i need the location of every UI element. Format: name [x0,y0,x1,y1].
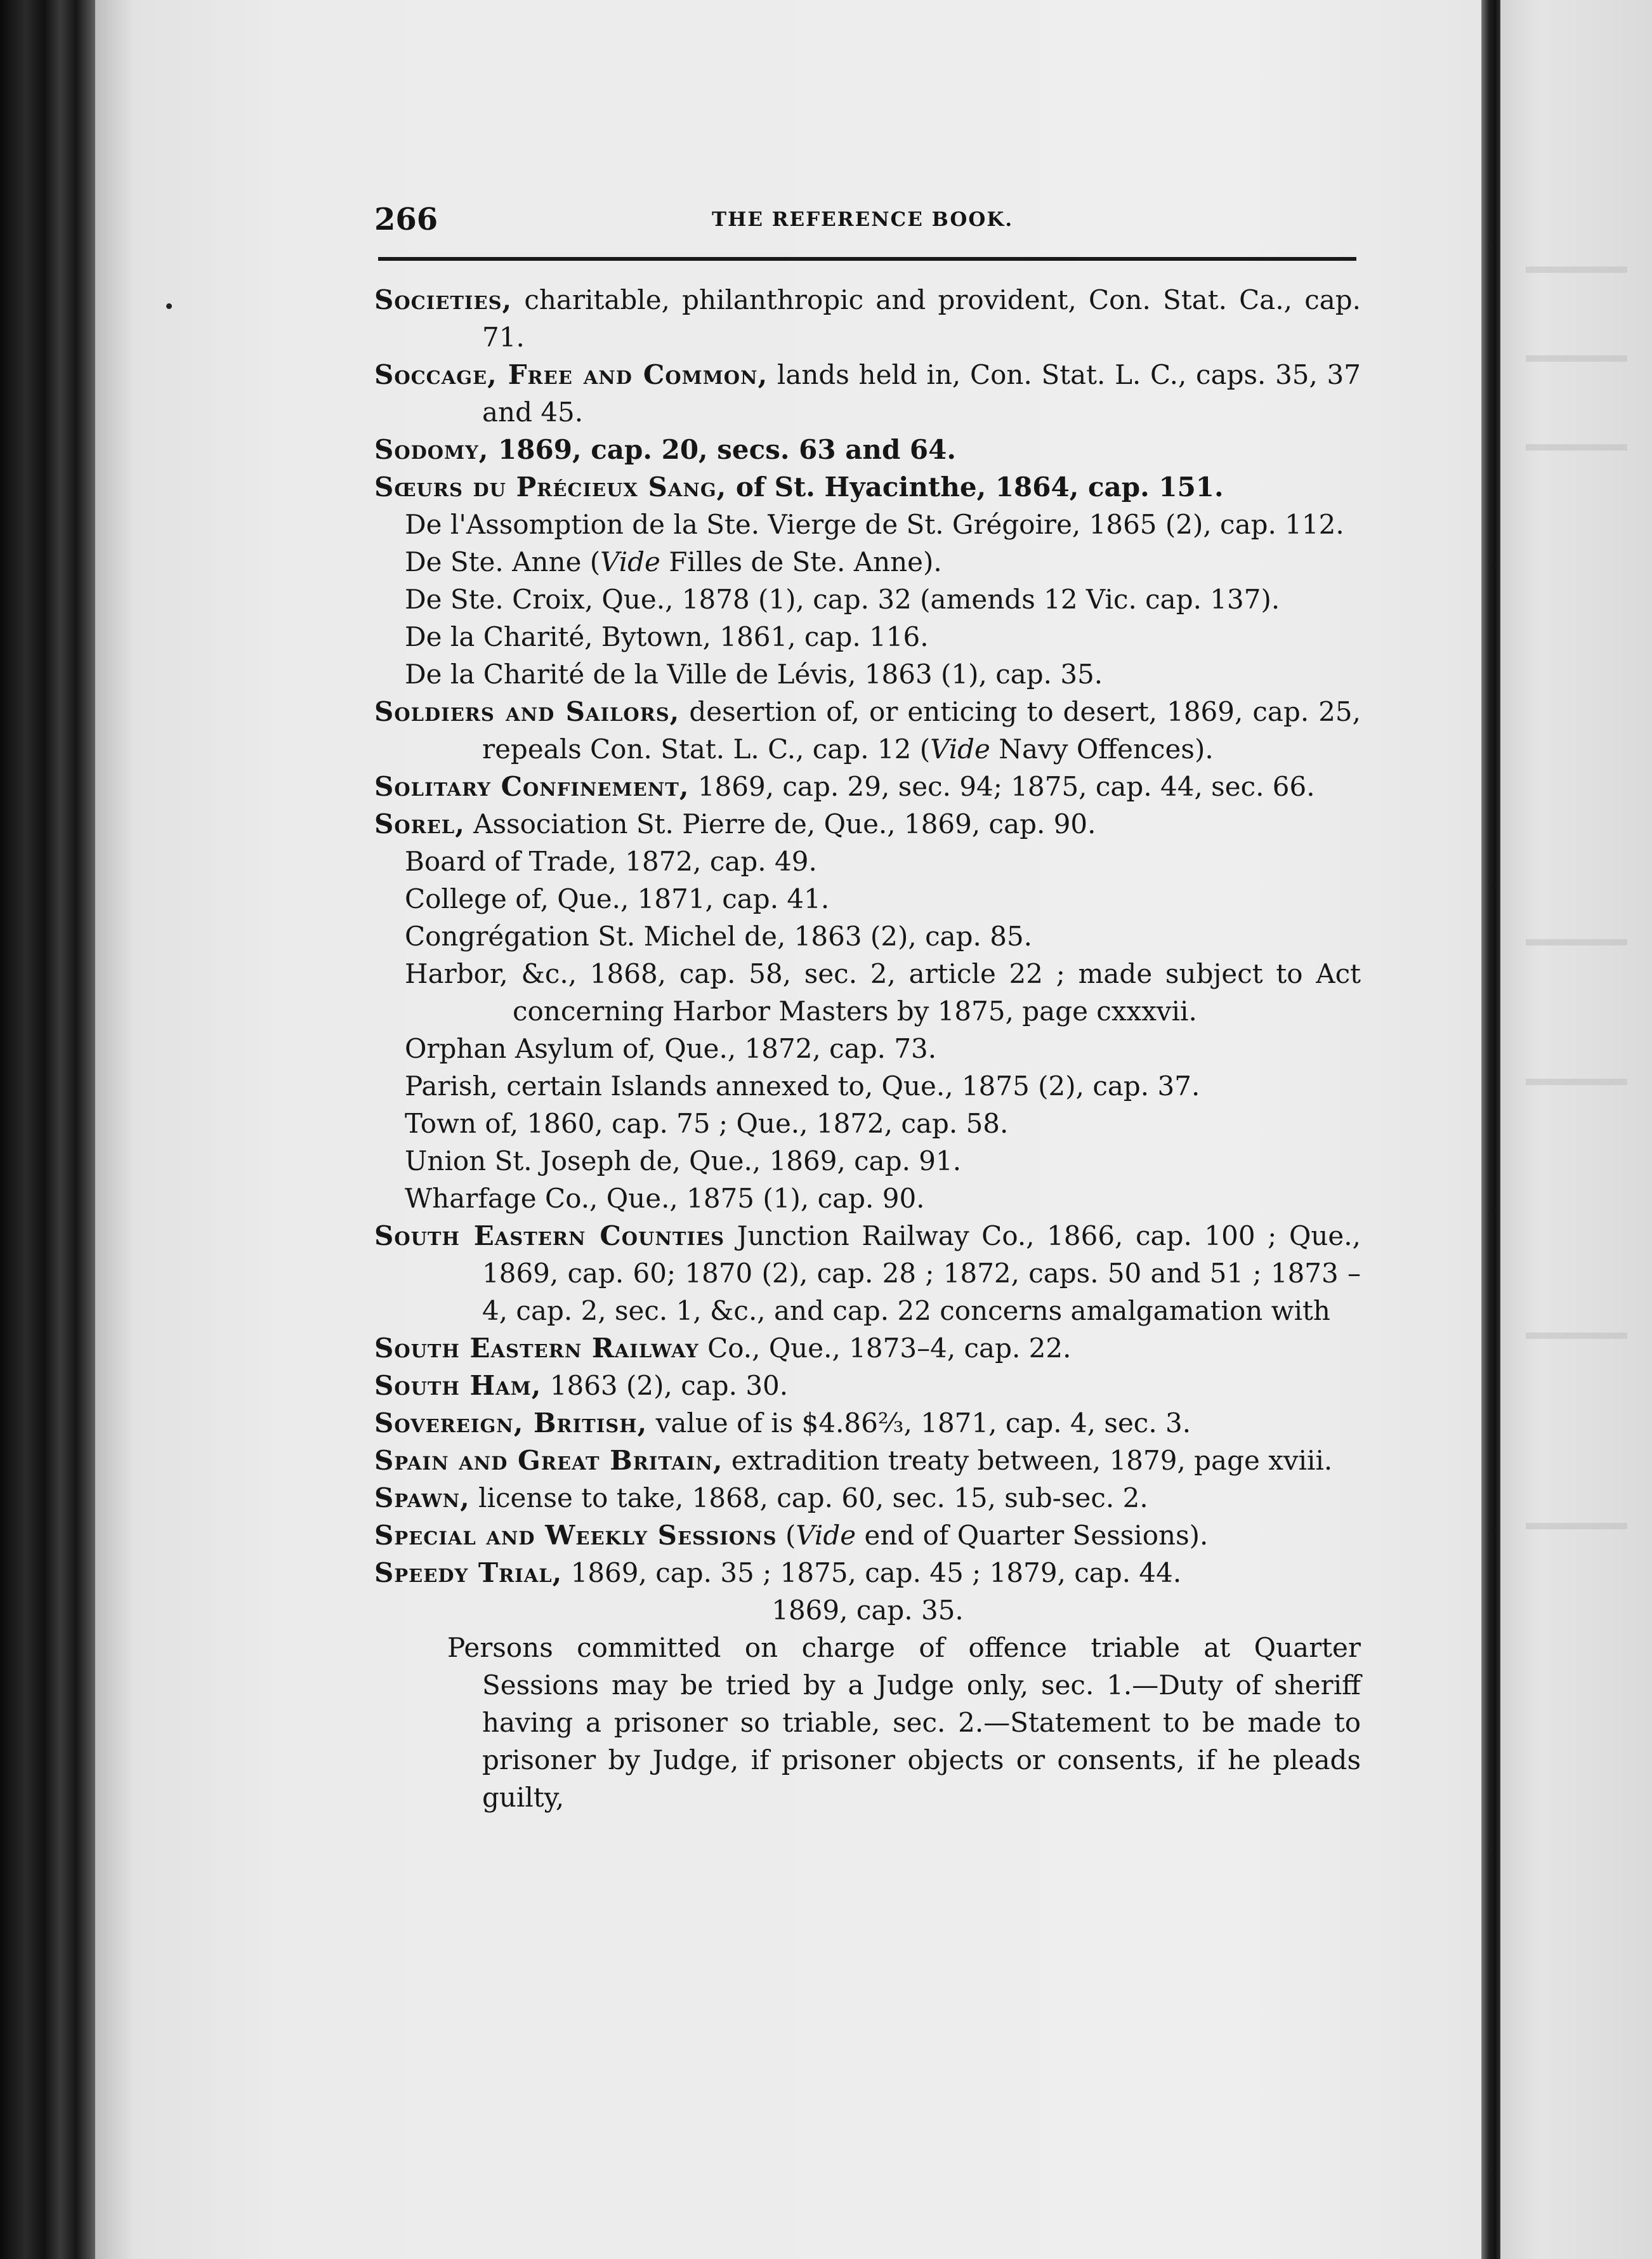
index-entry [374,356,1361,431]
page-header [374,202,1358,240]
index-entry [374,693,1361,768]
entry-text: of St. Hyacinthe, 1864, cap. 151. [726,471,1224,503]
entry-text: value of is $4.86⅔, 1871, cap. 4, sec. 3. [647,1407,1191,1439]
sub-entry-text: Filles de Ste. Anne). [660,546,942,577]
facing-page [1500,0,1652,2259]
entry-heading: Sœurs du Précieux Sang, [374,471,727,503]
page-divider [1481,0,1500,2259]
sub-entry-text: De Ste. Anne ( [405,546,601,577]
header-rule [378,257,1356,261]
facing-text-fragment [1526,267,1627,273]
index-entry [374,805,1361,843]
facing-text-fragment [1526,939,1627,945]
entry-text: license to take, 1868, cap. 60, sec. 15, sub-sec. 2. [469,1482,1148,1513]
page-number: 266 [374,202,438,237]
index-entry [374,1554,1361,1591]
index-entry [374,1329,1361,1367]
section-subtitle: 1869, cap. 35. [771,1595,964,1626]
margin-mark [166,303,172,309]
index-entry [374,431,1361,468]
index-entry [374,281,1361,356]
entry-heading: Soccage, Free and Common, [374,359,768,390]
entry-text: Association St. Pierre de, Que., 1869, cap. 90. [464,808,1096,840]
vide-reference: Vide [600,546,660,577]
entry-heading: Solitary Confinement, [374,771,690,802]
sub-entry: Board of Trade, 1872, cap. 49. [405,846,817,877]
sub-entry: College of, Que., 1871, cap. 41. [405,883,830,914]
facing-text-fragment [1526,355,1627,362]
entry-heading: Sorel, [374,808,465,840]
facing-text-fragment [1526,1079,1627,1085]
index-entry [374,1404,1361,1442]
entry-text: end of Quarter Sessions). [856,1520,1209,1551]
index-content [374,281,1361,1816]
entry-text: desertion of, or enticing to desert, 1869, cap. 25, repeals Con. Stat. L. C., cap. 12 ( [482,696,1361,765]
entry-heading: South Eastern Railway [374,1333,699,1364]
facing-text-fragment [1526,444,1627,451]
entry-text: extradition treaty between, 1879, page xviii. [723,1445,1333,1476]
entry-heading: Sodomy, [374,434,489,465]
sub-entry: Harbor, &c., 1868, cap. 58, sec. 2, article 22 ; made subject to Act concerning Harbor Masters by 1875, page cxxxvii. [405,958,1361,1027]
sub-entry: Union St. Joseph de, Que., 1869, cap. 91. [405,1145,962,1176]
facing-text-fragment [1526,1523,1627,1529]
entry-text: lands held in, Con. Stat. L. C., caps. 35, 37 and 45. [482,359,1361,428]
entry-text: 1863 (2), cap. 30. [541,1370,789,1401]
vide-reference: Vide [796,1520,856,1551]
sub-entry: Parish, certain Islands annexed to, Que., 1875 (2), cap. 37. [405,1070,1200,1102]
sub-entry: De l'Assomption de la Ste. Vierge de St. Grégoire, 1865 (2), cap. 112. [405,509,1344,540]
index-entry [374,1479,1361,1517]
sub-entry: De Ste. Croix, Que., 1878 (1), cap. 32 (amends 12 Vic. cap. 137). [405,584,1280,615]
sub-entry: Wharfage Co., Que., 1875 (1), cap. 90. [405,1183,925,1214]
index-entry [374,1517,1361,1554]
entry-text: 1869, cap. 35 ; 1875, cap. 45 ; 1879, cap. 44. [562,1557,1182,1588]
facing-text-fragment [1526,1333,1627,1339]
index-entry [374,1442,1361,1479]
sub-entry [374,543,1361,581]
entry-heading: Special and Weekly Sessions [374,1520,777,1551]
entry-heading: Spain and Great Britain, [374,1445,723,1476]
sub-entry: Orphan Asylum of, Que., 1872, cap. 73. [405,1033,937,1064]
entry-text: charitable, philanthropic and provident, Con. Stat. Ca., cap. 71. [482,284,1361,353]
entry-heading: Soldiers and Sailors, [374,696,680,727]
sub-entry: Town of, 1860, cap. 75 ; Que., 1872, cap. 58. [405,1108,1009,1139]
entry-heading: South Eastern Counties [374,1220,725,1251]
sub-entry: De la Charité de la Ville de Lévis, 1863 (1), cap. 35. [405,659,1103,690]
entry-text: Junction Railway Co., 1866, cap. 100 ; Que., 1869, cap. 60; 1870 (2), cap. 28 ; 1872, caps. 50 and 51 ; 1873 –4, cap. 2, sec. 1, &c., and cap. 22 concerns amalgamation with [482,1220,1361,1326]
entry-text: 1869, cap. 20, secs. 63 and 64. [488,434,956,465]
entry-heading: Spawn, [374,1482,470,1513]
entry-text: Co., Que., 1873–4, cap. 22. [698,1333,1072,1364]
entry-text: 1869, cap. 29, sec. 94; 1875, cap. 44, sec. 66. [689,771,1315,802]
entry-text: Navy Offences). [990,734,1214,765]
entry-heading: South Ham, [374,1370,542,1401]
vide-reference: Vide [930,734,990,765]
running-title: THE REFERENCE BOOK. [712,208,1014,231]
sub-entry: Congrégation St. Michel de, 1863 (2), cap. 85. [405,921,1033,952]
entry-heading: Sovereign, British, [374,1407,648,1439]
index-entry [374,1367,1361,1404]
entry-heading: Societies, [374,284,513,315]
index-entry [374,768,1361,805]
index-entry [374,1217,1361,1329]
body-paragraph: Persons committed on charge of offence triable at Quarter Sessions may be tried by a Judge only, sec. 1.—Duty of sheriff having a prisoner so triable, sec. 2.—Statement to be made to prisoner by Judge, if prisoner objects or consents, if he pleads guilty, [447,1632,1361,1813]
index-entry [374,468,1361,506]
book-gutter [0,0,95,2259]
entry-heading: Speedy Trial, [374,1557,563,1588]
sub-entry: De la Charité, Bytown, 1861, cap. 116. [405,621,929,652]
entry-text: ( [777,1520,796,1551]
